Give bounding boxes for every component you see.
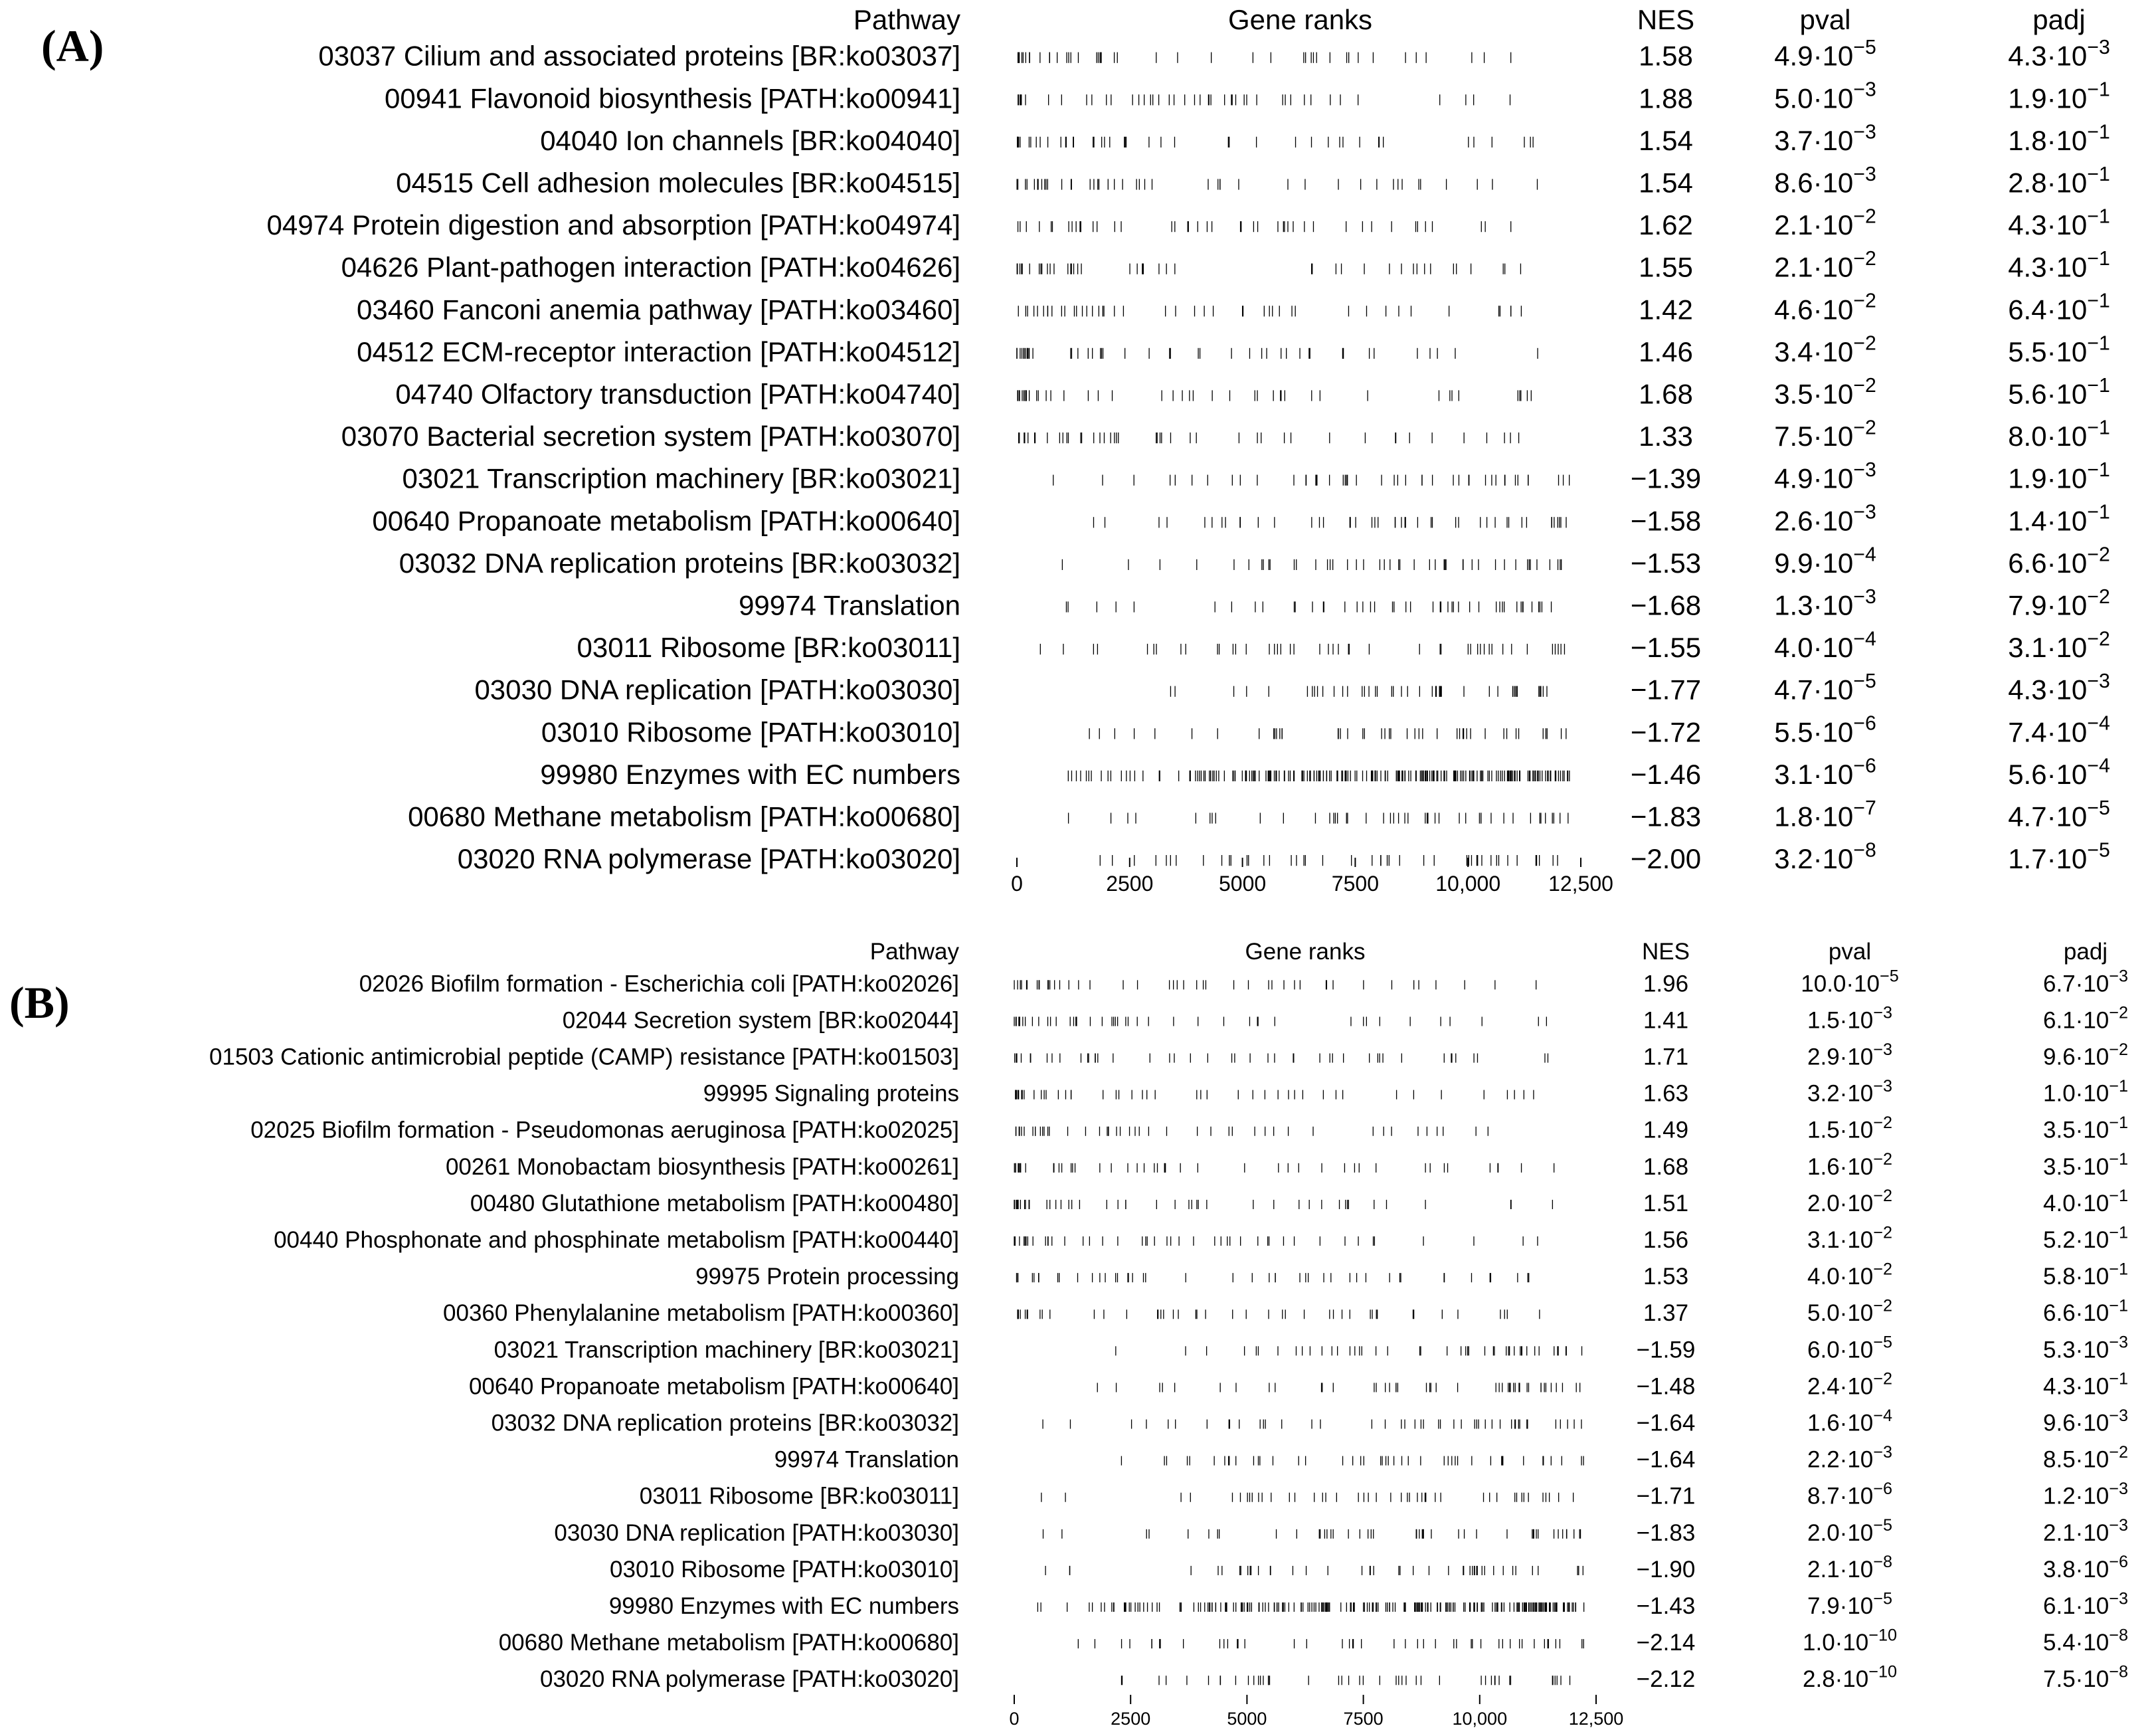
- nes-value: −1.53: [1630, 547, 1702, 579]
- padj-value: $3.8\cdot 10^{-6}$: [2043, 1553, 2128, 1583]
- pathway-label: 99974 Translation: [739, 589, 960, 621]
- pval-value: $3.7\cdot 10^{-3}$: [1774, 121, 1876, 156]
- nes-value: 1.49: [1643, 1117, 1689, 1143]
- padj-value: $2.1\cdot 10^{-3}$: [2043, 1516, 2128, 1546]
- pval-value: $4.6\cdot 10^{-2}$: [1774, 290, 1876, 326]
- table-row: [341, 417, 2110, 452]
- padj-value: $4.3\cdot 10^{-3}$: [2008, 37, 2110, 72]
- pathway-label: 03011 Ribosome [BR:ko03011]: [639, 1483, 959, 1509]
- padj-header: padj: [2063, 939, 2108, 965]
- gene-rank-barcode: [1018, 306, 1521, 316]
- gene-rank-barcode: [1016, 1273, 1528, 1282]
- gene-rank-barcode: [1016, 1090, 1534, 1100]
- padj-value: $1.8\cdot 10^{-1}$: [2008, 121, 2110, 156]
- nes-value: −2.12: [1636, 1666, 1696, 1693]
- x-tick-label: 7500: [1343, 1709, 1384, 1729]
- x-axis: [1011, 858, 1613, 896]
- nes-value: −2.14: [1636, 1630, 1696, 1656]
- gene-rank-barcode: [1018, 94, 1510, 105]
- padj-value: $6.1\cdot 10^{-3}$: [2043, 1589, 2128, 1619]
- nes-value: 1.54: [1639, 167, 1693, 199]
- pathway-label: 03020 RNA polymerase [PATH:ko03020]: [540, 1666, 959, 1693]
- pval-value: $2.6\cdot 10^{-3}$: [1774, 501, 1876, 537]
- pathway-label: 99975 Protein processing: [695, 1264, 959, 1290]
- pval-value: $2.1\cdot 10^{-2}$: [1774, 205, 1876, 241]
- padj-value: $2.8\cdot 10^{-1}$: [2008, 163, 2110, 199]
- pval-value: $8.6\cdot 10^{-3}$: [1774, 163, 1876, 199]
- padj-value: $4.3\cdot 10^{-1}$: [2008, 248, 2110, 283]
- nes-value: −1.46: [1630, 758, 1702, 790]
- table-row: [209, 1040, 2128, 1070]
- table-row: [494, 1333, 2128, 1363]
- gene-rank-barcode: [1069, 813, 1568, 823]
- nes-value: 1.46: [1639, 336, 1693, 367]
- padj-value: $8.0\cdot 10^{-1}$: [2008, 417, 2110, 452]
- pathway-label: 04974 Protein digestion and absorption [PATH:ko04974]: [266, 209, 960, 241]
- pathway-label: 04515 Cell adhesion molecules [BR:ko04515]: [396, 167, 960, 199]
- table-row: [610, 1553, 2128, 1583]
- gene-rank-barcode: [1097, 1383, 1579, 1392]
- table-row: [403, 459, 2110, 494]
- gene-rank-barcode: [1045, 1566, 1583, 1575]
- pval-value: $5.0\cdot 10^{-3}$: [1774, 78, 1876, 114]
- gene-rank-barcode: [1014, 1163, 1554, 1173]
- pathway-label: 01503 Cationic antimicrobial peptide (CAMP) resistance [PATH:ko01503]: [209, 1044, 959, 1070]
- padj-value: $6.6\cdot 10^{-2}$: [2008, 543, 2110, 579]
- padj-value: $9.6\cdot 10^{-3}$: [2043, 1406, 2128, 1436]
- gene-ranks-header: Gene ranks: [1245, 939, 1366, 965]
- pval-value: $1.3\cdot 10^{-3}$: [1774, 585, 1876, 621]
- gene-rank-barcode: [1018, 390, 1531, 401]
- nes-value: 1.37: [1643, 1300, 1689, 1327]
- gene-rank-barcode: [1014, 980, 1536, 989]
- nes-value: 1.58: [1639, 40, 1693, 72]
- pathway-label: 00680 Methane metabolism [PATH:ko00680]: [498, 1630, 959, 1656]
- padj-value: $1.0\cdot 10^{-1}$: [2043, 1076, 2128, 1107]
- pathway-label: 03032 DNA replication proteins [BR:ko03032]: [491, 1410, 959, 1436]
- padj-value: $7.9\cdot 10^{-2}$: [2008, 585, 2110, 621]
- table-row: [341, 248, 2110, 283]
- gene-rank-barcode: [1062, 559, 1561, 570]
- padj-value: $1.7\cdot 10^{-5}$: [2008, 839, 2110, 875]
- x-tick-label: 10,000: [1435, 872, 1501, 896]
- pval-value: $7.9\cdot 10^{-5}$: [1807, 1589, 1892, 1619]
- gene-rank-barcode: [1093, 517, 1566, 528]
- pathway-label: 00480 Glutathione metabolism [PATH:ko00480]: [470, 1190, 959, 1216]
- table-row: [563, 1004, 2128, 1034]
- gene-rank-barcode: [1018, 221, 1511, 232]
- gene-rank-barcode: [1018, 1309, 1540, 1319]
- x-tick-label: 2500: [1111, 1709, 1151, 1729]
- pathway-label: 99974 Translation: [774, 1446, 959, 1473]
- x-tick-label: 0: [1011, 872, 1023, 896]
- gene-rank-barcode: [1100, 855, 1558, 866]
- gene-rank-barcode: [1053, 475, 1570, 486]
- pathway-label: 02044 Secretion system [BR:ko02044]: [562, 1007, 959, 1034]
- pval-value: $2.0\cdot 10^{-5}$: [1807, 1516, 1892, 1546]
- padj-value: $5.2\cdot 10^{-1}$: [2043, 1223, 2128, 1253]
- x-tick-label: 5000: [1227, 1709, 1267, 1729]
- padj-value: $9.6\cdot 10^{-2}$: [2043, 1040, 2128, 1070]
- table-row: [577, 628, 2110, 663]
- table-row: [540, 121, 2110, 156]
- padj-value: $4.3\cdot 10^{-1}$: [2008, 205, 2110, 241]
- padj-value: $1.4\cdot 10^{-1}$: [2008, 501, 2110, 537]
- pval-value: $1.5\cdot 10^{-3}$: [1807, 1003, 1892, 1034]
- gene-rank-barcode: [1019, 433, 1519, 443]
- padj-value: $1.9\cdot 10^{-1}$: [2008, 78, 2110, 114]
- gene-rank-barcode: [1014, 1200, 1552, 1209]
- pval-header: pval: [1799, 4, 1851, 35]
- pval-value: $1.5\cdot 10^{-2}$: [1807, 1113, 1892, 1143]
- padj-value: $3.5\cdot 10^{-1}$: [2043, 1113, 2128, 1143]
- gene-rank-barcode: [1037, 1602, 1583, 1612]
- pathway-label: 03011 Ribosome [BR:ko03011]: [577, 632, 960, 664]
- pval-value: $7.5\cdot 10^{-2}$: [1774, 417, 1876, 452]
- pval-value: $2.1\cdot 10^{-8}$: [1807, 1553, 1892, 1583]
- table-row: [499, 1626, 2128, 1656]
- pathway-label: 04626 Plant-pathogen interaction [PATH:ko04626]: [341, 251, 960, 283]
- table-row: [396, 163, 2110, 199]
- pval-value: $1.0\cdot 10^{-10}$: [1803, 1626, 1897, 1656]
- panel-label: (B): [9, 977, 70, 1028]
- gene-rank-barcode: [1078, 1639, 1583, 1648]
- pathway-label: 99980 Enzymes with EC numbers: [608, 1592, 959, 1619]
- pathway-label: 04512 ECM-receptor interaction [PATH:ko04512]: [357, 336, 960, 367]
- table-row: [274, 1223, 2128, 1253]
- pathway-label: 03070 Bacterial secretion system [PATH:ko03070]: [341, 421, 960, 452]
- gene-rank-barcode: [1017, 348, 1538, 359]
- pval-value: $1.6\cdot 10^{-4}$: [1807, 1406, 1892, 1436]
- table-row: [359, 967, 2128, 997]
- gene-rank-barcode: [1121, 1456, 1583, 1466]
- gene-rank-barcode: [1017, 179, 1537, 189]
- padj-value: $4.0\cdot 10^{-1}$: [2043, 1187, 2128, 1216]
- pval-value: $2.1\cdot 10^{-2}$: [1774, 248, 1876, 283]
- nes-value: 1.71: [1643, 1044, 1689, 1070]
- nes-value: −1.64: [1636, 1446, 1696, 1473]
- pval-value: $2.4\cdot 10^{-2}$: [1807, 1369, 1892, 1400]
- x-axis: [1009, 1695, 1623, 1729]
- pval-value: $4.9\cdot 10^{-3}$: [1774, 459, 1876, 494]
- x-tick-label: 12,500: [1568, 1709, 1624, 1729]
- table-row: [395, 375, 2110, 410]
- panel-label: (A): [41, 21, 104, 71]
- table-row: [399, 543, 2110, 579]
- padj-value: $6.7\cdot 10^{-3}$: [2043, 967, 2128, 997]
- gene-rank-barcode: [1116, 1346, 1582, 1355]
- nes-value: −1.83: [1636, 1519, 1696, 1546]
- table-row: [357, 332, 2110, 367]
- table-row: [640, 1480, 2128, 1509]
- nes-value: 1.88: [1639, 82, 1693, 114]
- pval-value: $3.1\cdot 10^{-2}$: [1807, 1223, 1892, 1253]
- nes-value: 1.96: [1643, 971, 1689, 997]
- gene-rank-barcode: [1068, 771, 1570, 781]
- pathway-label: 03010 Ribosome [PATH:ko03010]: [541, 716, 960, 748]
- x-tick-label: 2500: [1106, 872, 1154, 896]
- pathway-header: Pathway: [853, 4, 960, 35]
- pathway-label: 00440 Phosphonate and phosphinate metabolism [PATH:ko00440]: [274, 1226, 959, 1253]
- pathway-label: 00261 Monobactam biosynthesis [PATH:ko00261]: [445, 1153, 959, 1180]
- pval-value: $2.8\cdot 10^{-10}$: [1803, 1662, 1897, 1693]
- gene-rank-barcode: [1014, 1236, 1538, 1246]
- gene-rank-barcode: [1043, 1529, 1581, 1539]
- table-row: [609, 1589, 2128, 1619]
- padj-value: $5.6\cdot 10^{-1}$: [2008, 374, 2110, 410]
- table-row: [774, 1443, 2128, 1473]
- padj-value: $4.3\cdot 10^{-1}$: [2043, 1369, 2128, 1400]
- pathway-label: 04040 Ion channels [BR:ko04040]: [540, 124, 960, 156]
- x-tick-label: 10,000: [1452, 1709, 1508, 1729]
- table-row: [357, 290, 2110, 326]
- pval-value: $3.5\cdot 10^{-2}$: [1774, 374, 1876, 410]
- nes-value: −1.39: [1630, 462, 1702, 494]
- table-row: [470, 1187, 2128, 1216]
- table-row: [739, 586, 2110, 621]
- nes-value: 1.68: [1639, 378, 1693, 410]
- panel-b: [9, 939, 2128, 1729]
- nes-value: −1.71: [1636, 1483, 1696, 1509]
- pval-value: $3.1\cdot 10^{-6}$: [1774, 755, 1876, 790]
- nes-value: −1.64: [1636, 1410, 1696, 1436]
- table-row: [695, 1260, 2128, 1290]
- table-row: [554, 1516, 2128, 1546]
- x-tick-label: 7500: [1331, 872, 1379, 896]
- pathway-label: 03030 DNA replication [PATH:ko03030]: [474, 674, 960, 706]
- pval-value: $6.0\cdot 10^{-5}$: [1807, 1333, 1892, 1363]
- gene-rank-barcode: [1016, 1127, 1488, 1136]
- padj-value: $5.6\cdot 10^{-4}$: [2008, 755, 2110, 790]
- nes-value: 1.42: [1639, 294, 1693, 326]
- nes-value: −1.90: [1636, 1556, 1696, 1583]
- pathway-label: 03460 Fanconi anemia pathway [PATH:ko03460]: [356, 294, 960, 326]
- nes-value: −1.58: [1630, 505, 1702, 537]
- padj-value: $1.2\cdot 10^{-3}$: [2043, 1479, 2128, 1509]
- gene-rank-barcode: [1015, 1054, 1548, 1063]
- table-row: [703, 1077, 2128, 1107]
- nes-value: 1.54: [1639, 124, 1693, 156]
- pathway-label: 02025 Biofilm formation - Pseudomonas aeruginosa [PATH:ko02025]: [250, 1117, 959, 1143]
- pathway-label: 99980 Enzymes with EC numbers: [540, 758, 960, 790]
- pathway-label: 99995 Signaling proteins: [703, 1080, 959, 1107]
- pathway-label: 03021 Transcription machinery [BR:ko03021]: [494, 1337, 959, 1363]
- x-tick-label: 0: [1009, 1709, 1020, 1729]
- pval-value: $5.0\cdot 10^{-2}$: [1807, 1296, 1892, 1327]
- pathway-label: 00941 Flavonoid biosynthesis [PATH:ko00941]: [385, 82, 960, 114]
- x-tick-label: 5000: [1219, 872, 1267, 896]
- table-row: [318, 37, 2110, 72]
- padj-value: $6.1\cdot 10^{-2}$: [2043, 1003, 2128, 1034]
- pathway-label: 03037 Cilium and associated proteins [BR:ko03037]: [318, 40, 960, 72]
- pathway-label: 00680 Methane metabolism [PATH:ko00680]: [408, 801, 960, 832]
- table-row: [446, 1150, 2128, 1180]
- gene-ranks-header: Gene ranks: [1227, 4, 1373, 35]
- table-row: [267, 205, 2110, 241]
- table-row: [540, 1662, 2128, 1692]
- nes-value: −1.68: [1630, 589, 1702, 621]
- pval-header: pval: [1828, 939, 1872, 965]
- pval-value: $1.8\cdot 10^{-7}$: [1774, 797, 1876, 832]
- pathway-label: 03032 DNA replication proteins [BR:ko03032]: [399, 547, 960, 579]
- nes-value: −1.48: [1636, 1373, 1696, 1400]
- padj-value: $5.4\cdot 10^{-8}$: [2043, 1626, 2128, 1656]
- pval-value: $4.7\cdot 10^{-5}$: [1774, 670, 1876, 706]
- table-row: [443, 1296, 2128, 1326]
- nes-value: −1.83: [1630, 801, 1702, 832]
- padj-value: $5.8\cdot 10^{-1}$: [2043, 1260, 2128, 1290]
- nes-value: −1.72: [1630, 716, 1702, 748]
- pval-value: $4.9\cdot 10^{-5}$: [1774, 37, 1876, 72]
- table-row: [372, 502, 2110, 537]
- nes-header: NES: [1642, 939, 1690, 965]
- panel-a: [41, 4, 2110, 896]
- table-row: [469, 1370, 2128, 1400]
- gene-rank-barcode: [1014, 1016, 1546, 1026]
- table-row: [458, 839, 2110, 874]
- padj-header: padj: [2032, 4, 2086, 35]
- pathway-label: 04740 Olfactory transduction [PATH:ko04740]: [395, 378, 960, 410]
- table-row: [385, 79, 2110, 114]
- pval-value: $4.0\cdot 10^{-2}$: [1807, 1260, 1892, 1290]
- gene-rank-barcode: [1170, 686, 1547, 697]
- nes-value: 1.33: [1639, 421, 1693, 452]
- nes-value: 1.53: [1643, 1264, 1689, 1290]
- nes-value: −1.55: [1630, 632, 1702, 664]
- padj-value: $5.5\cdot 10^{-1}$: [2008, 332, 2110, 367]
- gene-rank-barcode: [1041, 1493, 1573, 1502]
- nes-value: 1.55: [1639, 251, 1693, 283]
- padj-value: $7.5\cdot 10^{-8}$: [2043, 1662, 2128, 1693]
- pathway-label: 03020 RNA polymerase [PATH:ko03020]: [457, 843, 960, 875]
- pathway-header: Pathway: [869, 939, 959, 965]
- padj-value: $5.3\cdot 10^{-3}$: [2043, 1333, 2128, 1363]
- pval-value: $10.0\cdot 10^{-5}$: [1801, 967, 1899, 997]
- table-row: [474, 670, 2110, 706]
- pathway-label: 00640 Propanoate metabolism [PATH:ko00640]: [372, 505, 960, 537]
- padj-value: $3.5\cdot 10^{-1}$: [2043, 1150, 2128, 1180]
- padj-value: $1.9\cdot 10^{-1}$: [2008, 459, 2110, 494]
- table-row: [540, 755, 2110, 790]
- pval-value: $8.7\cdot 10^{-6}$: [1807, 1479, 1892, 1509]
- pathway-label: 00360 Phenylalanine metabolism [PATH:ko00360]: [443, 1300, 959, 1327]
- table-row: [408, 797, 2110, 832]
- table-row: [541, 713, 2110, 748]
- nes-value: 1.56: [1643, 1226, 1689, 1253]
- gene-rank-barcode: [1089, 728, 1566, 739]
- nes-value: −1.43: [1636, 1592, 1696, 1619]
- padj-value: $8.5\cdot 10^{-2}$: [2043, 1442, 2128, 1473]
- pval-value: $1.6\cdot 10^{-2}$: [1807, 1150, 1892, 1180]
- padj-value: $4.3\cdot 10^{-3}$: [2008, 670, 2110, 706]
- table-row: [492, 1406, 2128, 1436]
- nes-value: 1.51: [1643, 1190, 1689, 1216]
- nes-value: −1.59: [1636, 1337, 1696, 1363]
- pathway-label: 03021 Transcription machinery [BR:ko03021]: [402, 462, 960, 494]
- gene-rank-barcode: [1043, 1420, 1581, 1429]
- gene-rank-barcode: [1017, 264, 1520, 274]
- pathway-label: 02026 Biofilm formation - Escherichia coli [PATH:ko02026]: [359, 971, 959, 997]
- pval-value: $9.9\cdot 10^{-4}$: [1774, 543, 1876, 579]
- nes-header: NES: [1637, 4, 1695, 35]
- pathway-label: 03030 DNA replication [PATH:ko03030]: [554, 1519, 959, 1546]
- nes-value: 1.62: [1639, 209, 1693, 241]
- padj-value: $4.7\cdot 10^{-5}$: [2008, 797, 2110, 832]
- padj-value: $6.4\cdot 10^{-1}$: [2008, 290, 2110, 326]
- padj-value: $3.1\cdot 10^{-2}$: [2008, 628, 2110, 664]
- gene-rank-barcode: [1018, 52, 1511, 63]
- nes-value: −2.00: [1630, 843, 1702, 875]
- pval-value: $2.0\cdot 10^{-2}$: [1807, 1187, 1892, 1216]
- gene-rank-barcode: [1066, 601, 1551, 612]
- gene-rank-barcode: [1018, 137, 1534, 147]
- pval-value: $3.2\cdot 10^{-8}$: [1774, 839, 1876, 875]
- table-row: [250, 1113, 2128, 1143]
- padj-value: $6.6\cdot 10^{-1}$: [2043, 1296, 2128, 1327]
- pathway-label: 00640 Propanoate metabolism [PATH:ko00640]: [468, 1373, 959, 1400]
- pval-value: $4.0\cdot 10^{-4}$: [1774, 628, 1876, 664]
- pval-value: $3.2\cdot 10^{-3}$: [1807, 1076, 1892, 1107]
- gene-rank-barcode: [1121, 1676, 1570, 1685]
- padj-value: $7.4\cdot 10^{-4}$: [2008, 712, 2110, 748]
- nes-value: −1.77: [1630, 674, 1702, 706]
- pval-value: $2.9\cdot 10^{-3}$: [1807, 1040, 1892, 1070]
- pathway-label: 03010 Ribosome [PATH:ko03010]: [610, 1556, 959, 1583]
- pval-value: $3.4\cdot 10^{-2}$: [1774, 332, 1876, 367]
- x-tick-label: 12,500: [1548, 872, 1613, 896]
- nes-value: 1.68: [1643, 1153, 1689, 1180]
- gene-rank-barcode: [1040, 644, 1564, 654]
- pval-value: $5.5\cdot 10^{-6}$: [1774, 712, 1876, 748]
- pval-value: $2.2\cdot 10^{-3}$: [1807, 1442, 1892, 1473]
- nes-value: 1.41: [1643, 1007, 1689, 1034]
- nes-value: 1.63: [1643, 1080, 1689, 1107]
